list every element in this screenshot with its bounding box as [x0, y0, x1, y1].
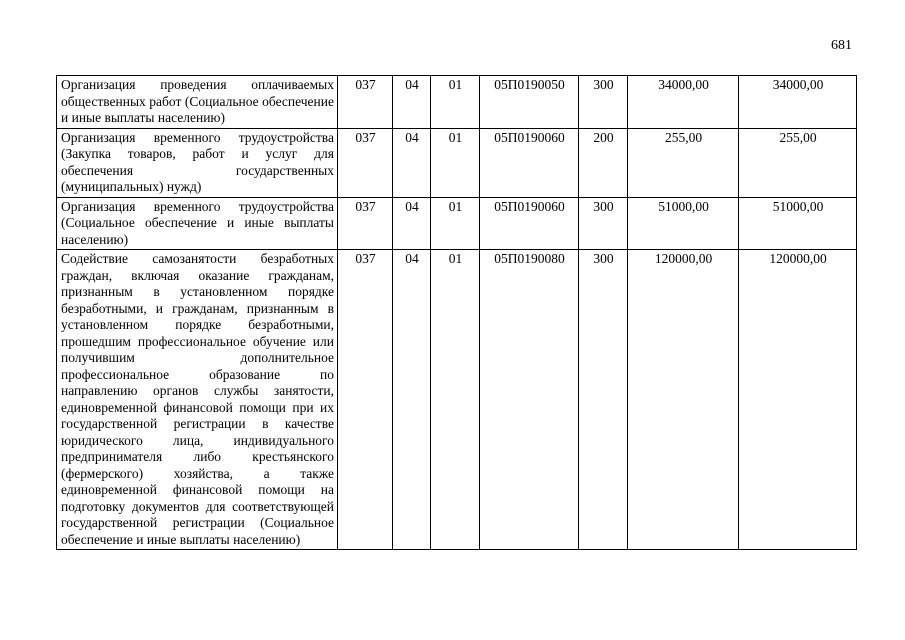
cell-name: Содействие самозанятости безработных граждан, включая оказание гражданам, признанным в установленном порядке безработными, и гражданам, признанным в установленном порядке безработными, прошедшим профессиональное обучение или получившим дополнительное профессиональное образование по направлению органов службы занятости, единовременной финансовой помощи при их государственной регистрации в качестве юридического лица, индивидуального предпринимателя либо крестьянского (фермерского) хозяйства, а также единовременной финансовой помощи на подготовку документов для соответствующей государственной регистрации (Социальное обеспечение и иные выплаты населению) — [57, 250, 338, 550]
table-row — [57, 197, 857, 250]
cell-expense-type: 300 — [579, 197, 628, 250]
cell-target-article: 05П0190080 — [480, 250, 579, 550]
cell-target-article: 05П0190060 — [480, 197, 579, 250]
cell-name: Организация временного трудоустройства (Закупка товаров, работ и услуг для обеспечения государственных (муниципальных) нужд) — [57, 128, 338, 197]
cell-target-article: 05П0190060 — [480, 128, 579, 197]
cell-subsection: 01 — [431, 128, 480, 197]
cell-subsection: 01 — [431, 76, 480, 129]
cell-section: 04 — [393, 250, 431, 550]
cell-section: 04 — [393, 128, 431, 197]
cell-amount-1: 255,00 — [628, 128, 739, 197]
cell-amount-2: 255,00 — [739, 128, 857, 197]
cell-expense-type: 200 — [579, 128, 628, 197]
cell-name: Организация временного трудоустройства (Социальное обеспечение и иные выплаты населению) — [57, 197, 338, 250]
table-row — [57, 76, 857, 129]
cell-subsection: 01 — [431, 250, 480, 550]
cell-amount-1: 51000,00 — [628, 197, 739, 250]
cell-ministry-code: 037 — [338, 197, 393, 250]
cell-section: 04 — [393, 76, 431, 129]
cell-amount-2: 120000,00 — [739, 250, 857, 550]
cell-section: 04 — [393, 197, 431, 250]
cell-amount-2: 34000,00 — [739, 76, 857, 129]
cell-expense-type: 300 — [579, 250, 628, 550]
budget-table — [56, 75, 857, 550]
cell-ministry-code: 037 — [338, 250, 393, 550]
cell-ministry-code: 037 — [338, 128, 393, 197]
cell-expense-type: 300 — [579, 76, 628, 129]
cell-ministry-code: 037 — [338, 76, 393, 129]
cell-name: Организация проведения оплачиваемых общественных работ (Социальное обеспечение и иные выплаты населению) — [57, 76, 338, 129]
cell-target-article: 05П0190050 — [480, 76, 579, 129]
cell-amount-2: 51000,00 — [739, 197, 857, 250]
table-row — [57, 250, 857, 550]
page-number: 681 — [831, 38, 852, 53]
cell-amount-1: 34000,00 — [628, 76, 739, 129]
table-body — [57, 76, 857, 550]
table-row — [57, 128, 857, 197]
cell-subsection: 01 — [431, 197, 480, 250]
cell-amount-1: 120000,00 — [628, 250, 739, 550]
